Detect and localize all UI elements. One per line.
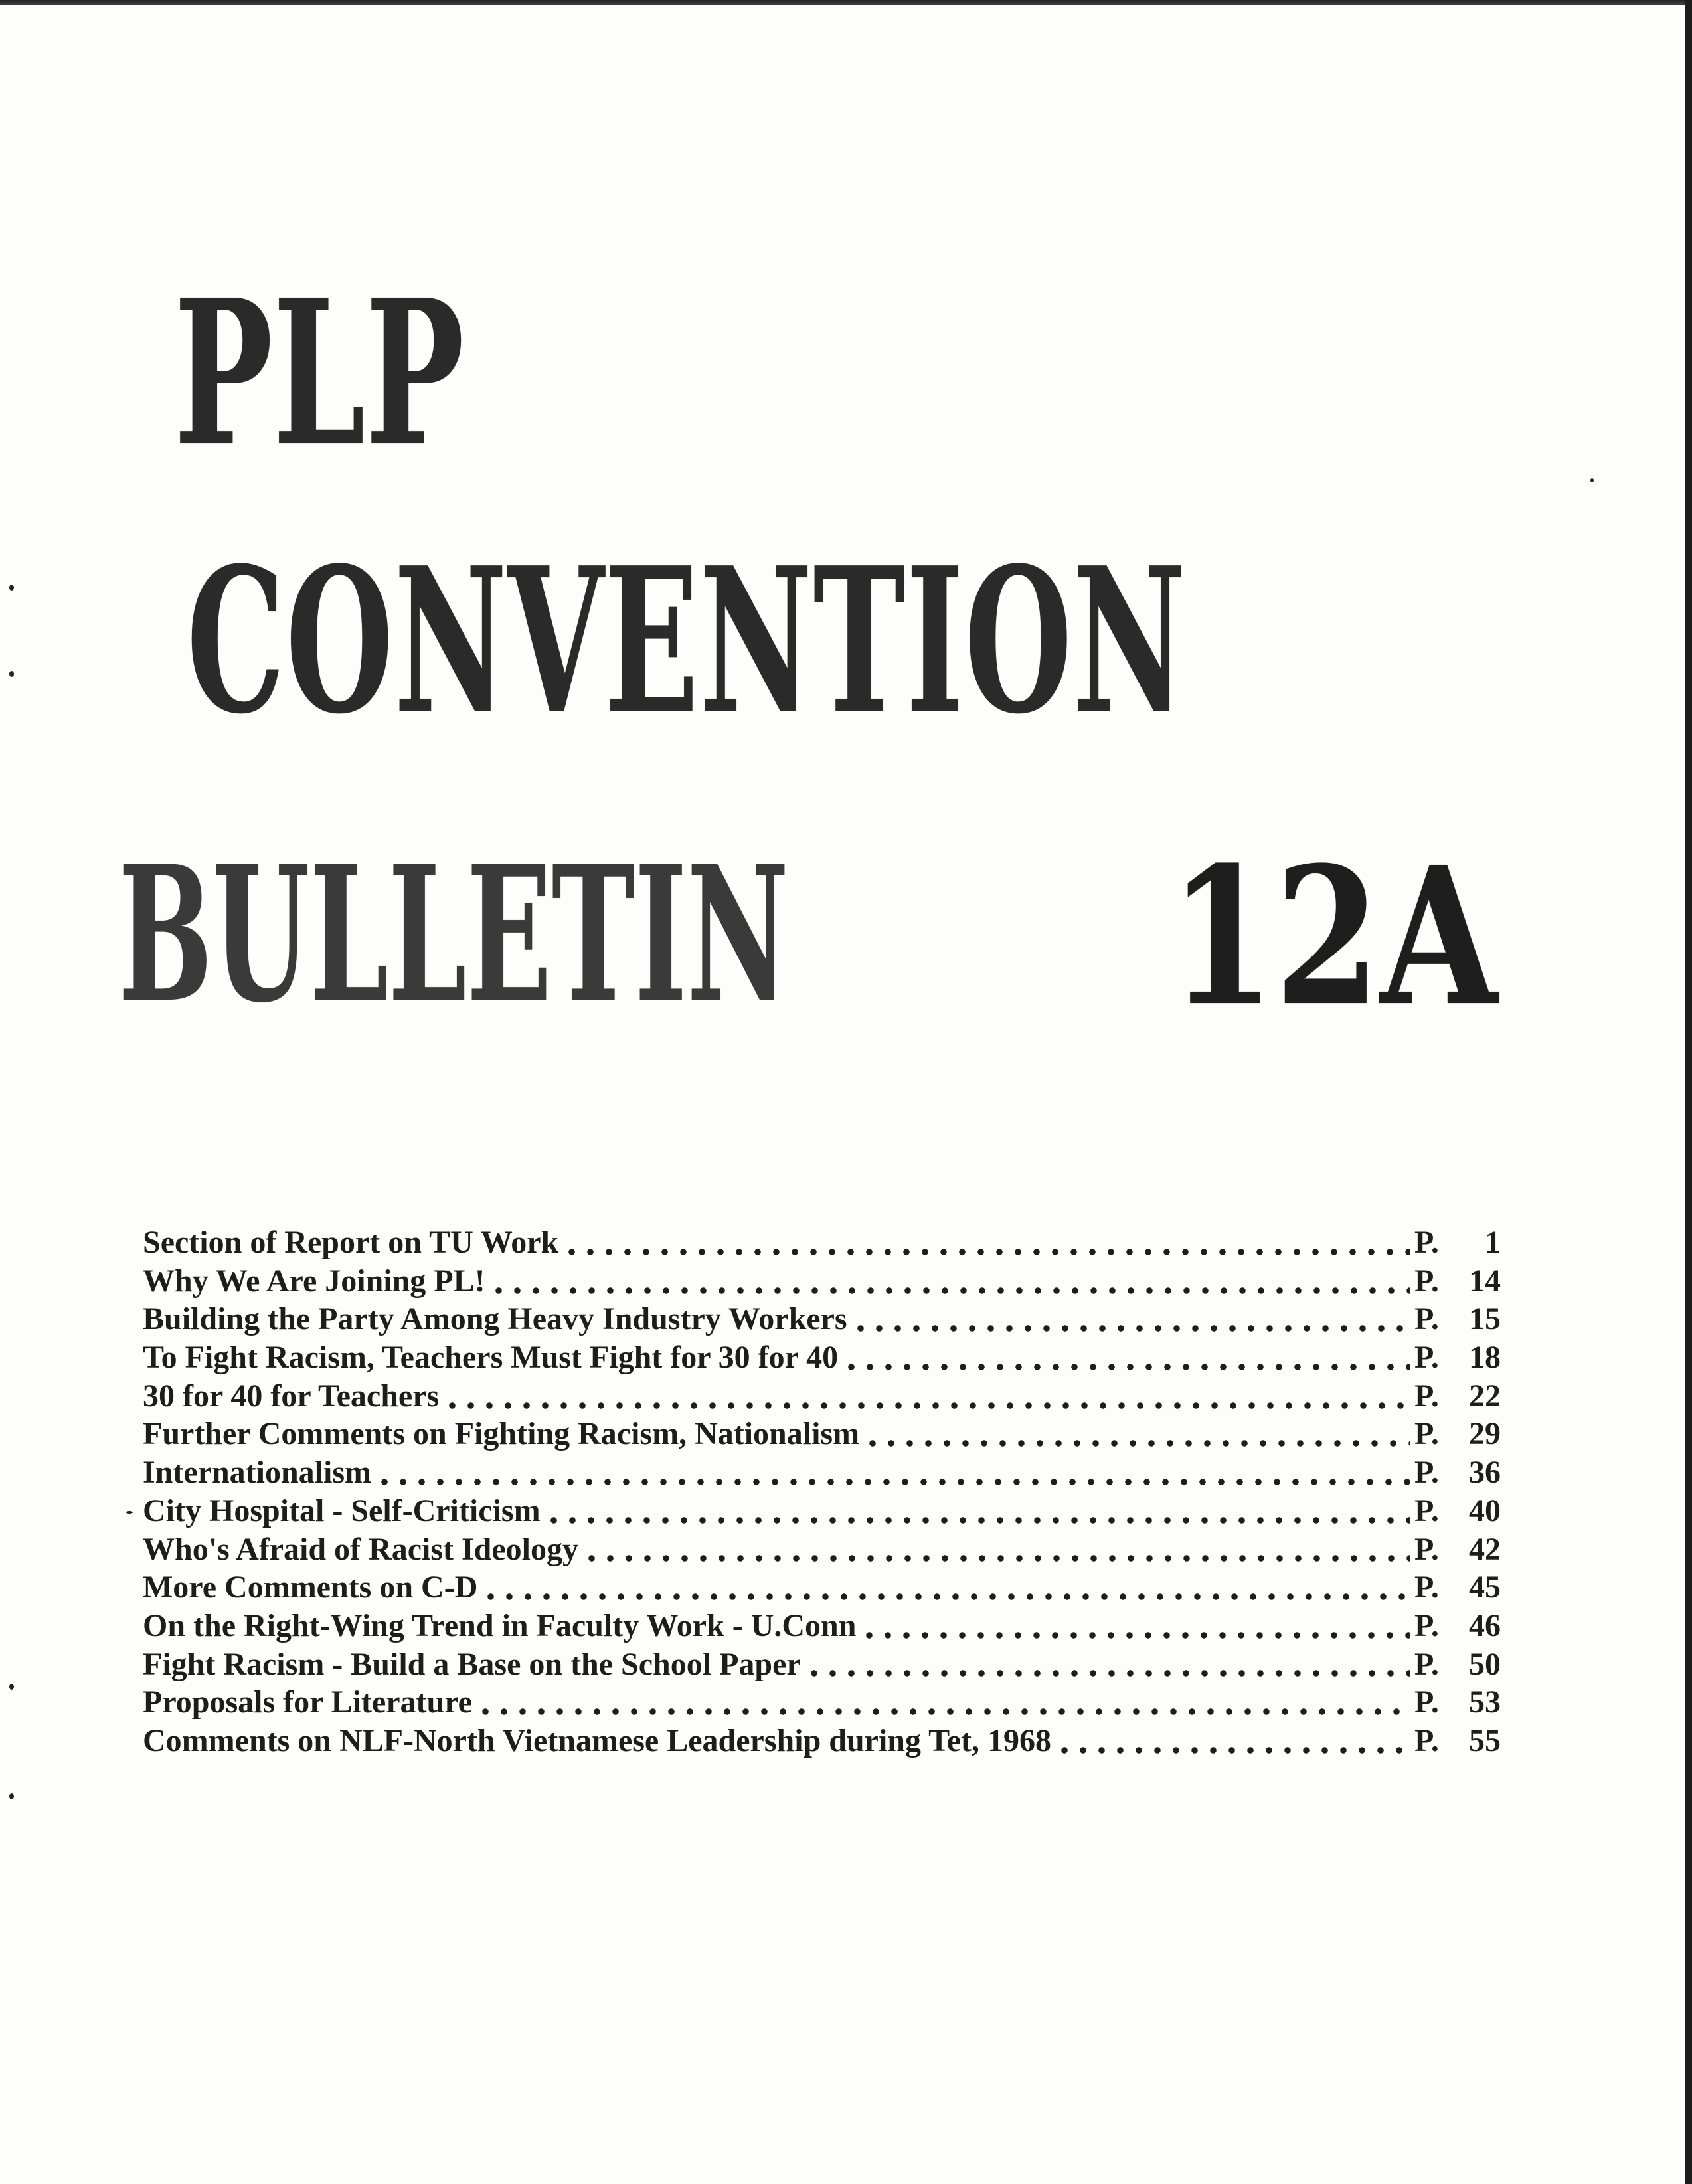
- toc-entry: [143, 1415, 1501, 1453]
- page-prefix: P.: [1414, 1684, 1439, 1720]
- toc-entry: [143, 1453, 1501, 1492]
- toc-entry-page: 1: [1485, 1225, 1501, 1260]
- scan-speck: [9, 671, 14, 677]
- page-prefix: P.: [1414, 1531, 1439, 1567]
- scan-speck: [9, 1793, 14, 1799]
- page-prefix: P.: [1414, 1455, 1439, 1491]
- toc-entry-title: On the Right-Wing Trend in Faculty Work - U.Conn: [143, 1607, 857, 1643]
- toc-entry-page: 45: [1469, 1570, 1501, 1605]
- toc-entry: [143, 1607, 1501, 1645]
- page-prefix: P.: [1414, 1340, 1439, 1376]
- toc-entry-title: Building the Party Among Heavy Industry Workers: [143, 1301, 847, 1337]
- scan-speck: [9, 585, 14, 591]
- toc-entry-page: 42: [1469, 1531, 1501, 1567]
- toc-entry-page: 14: [1469, 1263, 1501, 1299]
- dot-leader: [1055, 1746, 1410, 1754]
- toc-entry-page: 29: [1469, 1416, 1501, 1452]
- page-prefix: P.: [1414, 1378, 1439, 1413]
- table-of-contents: [143, 1224, 1501, 1760]
- toc-entry: [143, 1645, 1501, 1684]
- toc-entry-page: 36: [1469, 1455, 1501, 1491]
- toc-entry-title: Further Comments on Fighting Racism, Nationalism: [143, 1416, 860, 1452]
- page-prefix: P.: [1414, 1225, 1439, 1260]
- scan-speck: [126, 1511, 133, 1514]
- toc-entry-title: Section of Report on TU Work: [143, 1225, 559, 1260]
- dot-leader: [476, 1708, 1410, 1716]
- dot-leader: [489, 1287, 1410, 1295]
- toc-entry-page: 40: [1469, 1493, 1501, 1528]
- dot-leader: [562, 1248, 1410, 1256]
- scan-speck: [1590, 478, 1594, 482]
- toc-entry-title: City Hospital - Self-Criticism: [143, 1493, 541, 1528]
- toc-entry: [143, 1224, 1501, 1262]
- toc-entry-page: 50: [1469, 1646, 1501, 1682]
- toc-entry-page: 53: [1469, 1684, 1501, 1720]
- toc-entry: [143, 1300, 1501, 1338]
- dot-leader: [375, 1478, 1410, 1486]
- dot-leader: [863, 1439, 1410, 1447]
- page-prefix: P.: [1414, 1722, 1439, 1758]
- toc-entry-page: 15: [1469, 1301, 1501, 1337]
- toc-entry-title: Internationalism: [143, 1455, 372, 1491]
- toc-entry-title: Why We Are Joining PL!: [143, 1263, 485, 1299]
- scan-speck: [9, 1684, 14, 1690]
- dot-leader: [842, 1363, 1410, 1371]
- dot-leader: [805, 1669, 1410, 1677]
- toc-entry: [143, 1722, 1501, 1760]
- page-prefix: P.: [1414, 1493, 1439, 1528]
- issue-number: 12A: [1169, 826, 1498, 1048]
- toc-entry: [143, 1338, 1501, 1377]
- toc-entry: [143, 1683, 1501, 1722]
- cover-title-plp: PLP: [174, 256, 464, 490]
- page-prefix: P.: [1414, 1646, 1439, 1682]
- toc-entry: [143, 1262, 1501, 1301]
- cover-title-convention: CONVENTION: [187, 523, 1187, 758]
- page-prefix: P.: [1414, 1416, 1439, 1452]
- dot-leader: [443, 1402, 1410, 1410]
- toc-entry: [143, 1377, 1501, 1415]
- page-prefix: P.: [1414, 1607, 1439, 1643]
- dot-leader: [481, 1593, 1410, 1601]
- toc-entry-title: To Fight Racism, Teachers Must Fight for 30 for 40: [143, 1340, 839, 1376]
- scan-border-top: [0, 0, 1692, 5]
- toc-entry-title: Who's Afraid of Racist Ideology: [143, 1531, 579, 1567]
- toc-entry-page: 22: [1469, 1378, 1501, 1413]
- cover-title-bulletin: BULLETIN: [118, 826, 789, 1044]
- dot-leader: [851, 1324, 1410, 1332]
- toc-entry-page: 55: [1469, 1722, 1501, 1758]
- page-prefix: P.: [1414, 1301, 1439, 1337]
- dot-leader: [545, 1516, 1410, 1524]
- toc-entry: [143, 1530, 1501, 1569]
- toc-entry-page: 46: [1469, 1607, 1501, 1643]
- toc-entry-title: 30 for 40 for Teachers: [143, 1378, 440, 1413]
- dot-leader: [860, 1631, 1410, 1639]
- page-prefix: P.: [1414, 1570, 1439, 1605]
- dot-leader: [582, 1554, 1410, 1562]
- toc-entry-title: More Comments on C-D: [143, 1570, 478, 1605]
- toc-entry-title: Proposals for Literature: [143, 1684, 472, 1720]
- toc-entry: [143, 1568, 1501, 1607]
- scan-border-right: [1685, 0, 1692, 2184]
- toc-entry: [143, 1492, 1501, 1530]
- page-prefix: P.: [1414, 1263, 1439, 1299]
- toc-entry-page: 18: [1469, 1340, 1501, 1376]
- toc-entry-title: Comments on NLF-North Vietnamese Leadership during Tet, 1968: [143, 1722, 1052, 1758]
- toc-entry-title: Fight Racism - Build a Base on the School Paper: [143, 1646, 801, 1682]
